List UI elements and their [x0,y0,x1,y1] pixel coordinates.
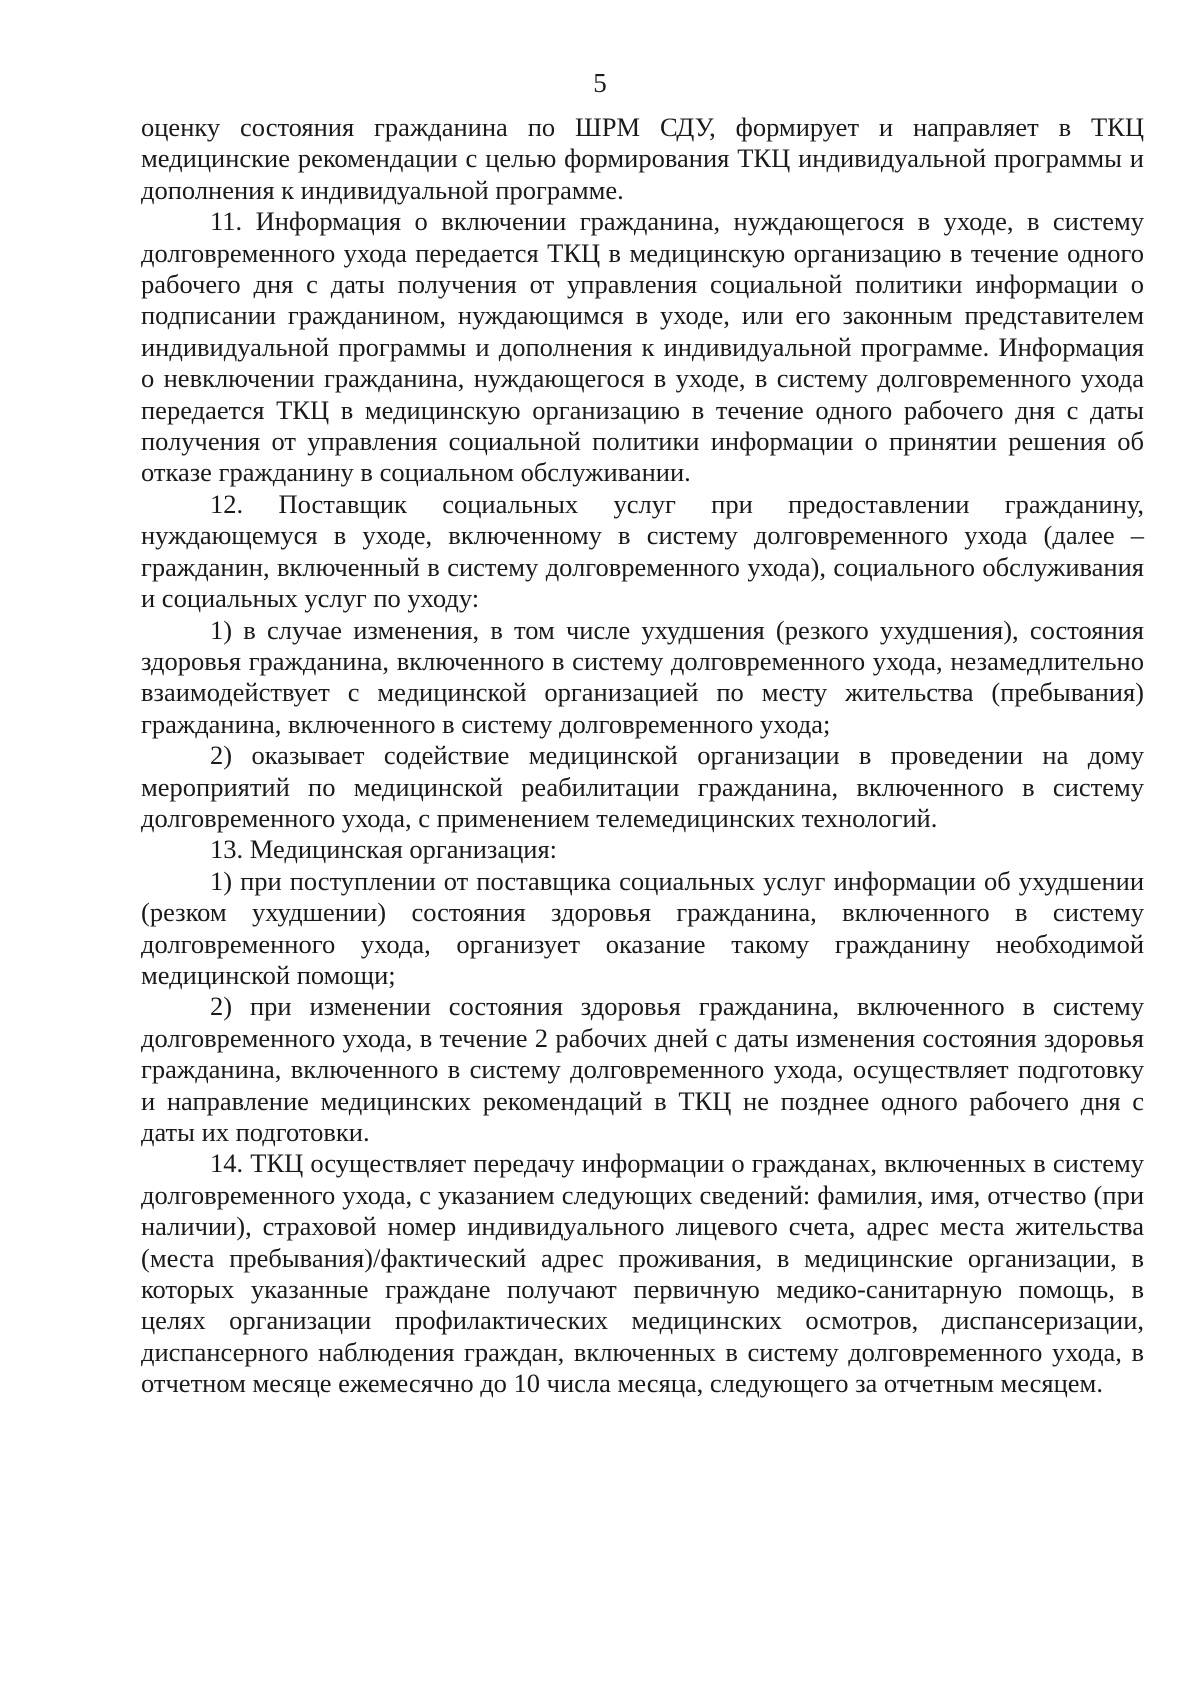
paragraph-item-12: 12. Поставщик социальных услуг при предоставлении гражданину, нуждающемуся в уходе, включенному в систему долговременного ухода (далее – гражданин, включенный в систему долговременного ухода), социального обслуживания и социальных услуг по уходу: [141,488,1144,614]
paragraph-continuation: оценку состояния гражданина по ШРМ СДУ, формирует и направляет в ТКЦ медицинские рекомендации с целью формирования ТКЦ индивидуальной программы и дополнения к индивидуальной программе. [141,112,1144,205]
paragraph-item-14: 14. ТКЦ осуществляет передачу информации о гражданах, включенных в систему долговременного ухода, с указанием следующих сведений: фамилия, имя, отчество (при наличии), страховой номер индивидуального лицевого счета, адрес места жительства (места пребывания)/фактический адрес проживания, в медицинские организации, в которых указанные граждане получают первичную медико-санитарную помощь, в целях организации профилактических медицинских осмотров, диспансеризации, диспансерного наблюдения граждан, включенных в систему долговременного ухода, в отчетном месяце ежемесячно до 10 числа месяца, следующего за отчетным месяцем. [141,1148,1144,1399]
paragraph-item-12-1: 1) в случае изменения, в том числе ухудшения (резкого ухудшения), состояния здоровья гражданина, включенного в систему долговременного ухода, незамедлительно взаимодействует с медицинской организацией по месту жительства (пребывания) гражданина, включенного в систему долговременного ухода; [141,614,1144,739]
paragraph-item-12-2: 2) оказывает содействие медицинской организации в проведении на дому мероприятий по медицинской реабилитации гражданина, включенного в систему долговременного ухода, с применением телемедицинских технологий. [141,740,1144,833]
page-number: 5 [593,68,607,98]
document-body [141,112,1144,1400]
paragraph-item-13: 13. Медицинская организация: [210,834,558,865]
paragraph-item-13-2: 2) при изменении состояния здоровья гражданина, включенного в систему долговременного ухода, в течение 2 рабочих дней с даты изменения состояния здоровья гражданина, включенного в систему долговременного ухода, осуществляет подготовку и направление медицинских рекомендаций в ТКЦ не позднее одного рабочего дня с даты их подготовки. [141,991,1144,1147]
paragraph-item-11: 11. Информация о включении гражданина, нуждающегося в уходе, в систему долговременного ухода передается ТКЦ в медицинскую организацию в течение одного рабочего дня с даты получения от управления социальной политики информации о подписании гражданином, нуждающимся в уходе, или его законным представителем индивидуальной программы и дополнения к индивидуальной программе. Информация о невключении гражданина, нуждающегося в уходе, в систему долговременного ухода передается ТКЦ в медицинскую организацию в течение одного рабочего дня с даты получения от управления социальной политики информации о принятии решения об отказе гражданину в социальном обслуживании. [141,206,1144,488]
paragraph-item-13-1: 1) при поступлении от поставщика социальных услуг информации об ухудшении (резком ухудшении) состояния здоровья гражданина, включенного в систему долговременного ухода, организует оказание такому гражданину необходимой медицинской помощи; [141,865,1144,990]
